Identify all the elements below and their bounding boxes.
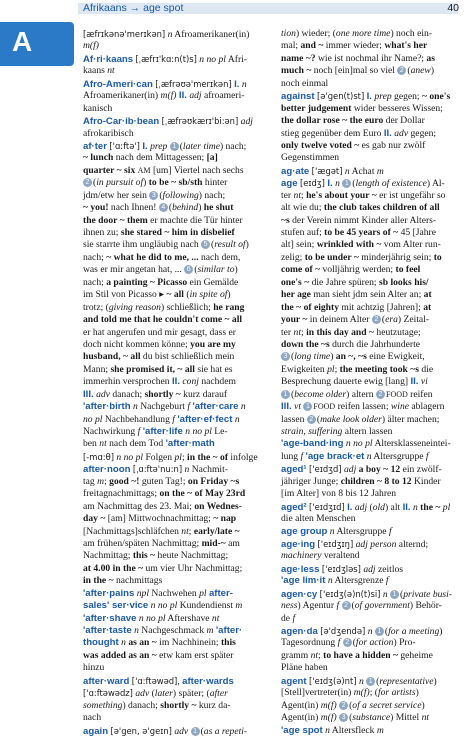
entry-line: thought n as an ~ im Nachhinein; this [83, 637, 236, 649]
entry-line: ter nt; in this day and ~ heutzutage; [281, 326, 421, 338]
entry-line: ben nt nach dem Tod 'after·math [83, 438, 215, 450]
entry-line: in the ~ nachmittags [83, 575, 163, 587]
entry-line: was er mir angetan hat, ... 6 (similar to) [83, 264, 238, 276]
entry-line: m(f) [83, 40, 99, 52]
entry-line: Nachmittag; this ~ heute Nachmittag; [83, 550, 229, 562]
entry-line: again [ə'gen, ə'geɪn] adv 1 (as a repeti- [83, 725, 248, 737]
entry-line: Pläne haben [281, 662, 328, 674]
entry-line: kanisch [83, 102, 113, 114]
entry-line: Agent(in) m(f) 3 (substance) Mittel nt [281, 712, 430, 724]
entry-line: agen·da [ə'dʒendə] n 1 (for a meeting) [281, 626, 443, 637]
entry-line: doch nicht kommen könne; you are my [83, 338, 236, 350]
entry-line: Ewigkeiten pl; the meeting took ~s die [281, 363, 434, 375]
entry-line: no pl Nachbehandlung f 'after·ef·fect n [83, 413, 240, 425]
entry-line: nach [83, 712, 102, 724]
entry-line: Afro-Ameri·can [ˌæfrəʊə'merɪkən] I. n [83, 78, 247, 90]
entry-line: after·ward ['ɑ:ftəwəd], after·wards [83, 675, 234, 687]
entry-line: sales' ser·vice n no pl Kundendienst m [83, 600, 243, 612]
entry-line: [æfrɪkənə'merɪkən] n Afroamerikaner(in) [83, 29, 250, 40]
entry-line: the dollar rose ~ the euro der Dollar [281, 115, 425, 127]
entry-line: 'after·shave n no pl Aftershave nt [83, 612, 220, 624]
entry-line: machinery veraltend [281, 550, 360, 562]
entry-line: III. vt 1 FOOD reifen lassen; wine ablagern [281, 401, 445, 413]
entry-line: 1 (become older) altern 2 FOOD reifen [281, 389, 466, 401]
entry-line: Afro-Car·ib·bean [ˌæfrəʊkærɪ'bi:ən] adj [83, 116, 253, 128]
entry-line: lung f 'age brack·et n Altersgruppe f [281, 450, 429, 462]
entry-line: jähriger Junge; children ~ 8 to 12 Kinder [281, 475, 441, 487]
entry-line: Nachwirkung f 'after·life n no pl Le- [83, 426, 228, 437]
entry-line: im Stil von Picasso ▸ ~ all (in spite of) [83, 289, 231, 301]
entry-line: nach; a painting ~ Picasso ein Gemälde [83, 276, 239, 288]
entry-line: mal; and ~ immer wieder; what's her [281, 40, 428, 52]
entry-line: aged² ['eɪdʒɪd] I. adj (old) alt II. n the ~ pl [281, 501, 451, 513]
entry-line: ag·ate ['ægət] n Achat m [281, 165, 384, 177]
entry-line: ness) Agentur f 2 (of government) Behör- [281, 600, 442, 612]
entry-line: 'after·pains npl Nachwehen pl after- [83, 587, 233, 599]
entry-line: de f [281, 612, 296, 624]
entry-line: Af·ri·kaans [ˌæfrɪ'kɑ:n(t)s] n no pl Afri- [83, 53, 247, 65]
entry-line: 'age-band·ing n no pl Altersklasseneintei- [281, 438, 451, 450]
entry-line: [Nachmittags]schläfchen nt; early/late ~ [83, 525, 240, 537]
section-letter: A [12, 26, 33, 57]
entry-line: alt wie du; the club takes children of all [281, 202, 440, 214]
entry-line: stufen auf; to be 45 years of ~ 45 [Jahre [281, 227, 436, 238]
entry-line: ~s der Verein nimmt Kinder aller Alters- [281, 214, 437, 226]
entry-line: and told me that he couldn't come ~ all [83, 314, 243, 326]
entry-line: aged¹ ['eɪdʒd] adj a boy ~ 12 ein zwölf- [281, 464, 442, 476]
entry-line: noch einmal [281, 77, 329, 89]
entry-line: Agent(in) m(f) 2 (of a secret service) [281, 699, 425, 711]
entry-line: III. adv danach; shortly ~ kurz darauf [83, 388, 228, 400]
entry-line: gramm nt; to have a hidden ~ geheime [281, 649, 433, 661]
entry-line: lassen 2 (make look older) älter machen; [281, 413, 440, 425]
entry-line: age·ing ['eɪdʒɪŋ] adj person alternd; [281, 538, 429, 550]
entry-line: alt] sein; wrinkled with ~ vom Alter run- [281, 239, 441, 251]
entry-line: die alten Menschen [281, 513, 356, 525]
entry-line: kaans nt [83, 65, 115, 77]
entry-line: day ~ [am] Mittwochnachmittag; ~ nap [83, 513, 237, 525]
entry-line: your ~ in deinem Alter 2 (era) Zeital- [281, 314, 430, 326]
entry-line: [-mɑ:θ] n no pl Folgen pl; in the ~ of infolge [83, 451, 258, 463]
entry-line: [Stell]vertreter(in) m(f); (for artists) [281, 687, 419, 699]
entry-line: er hat angerufen und mir gesagt, dass er [83, 326, 236, 338]
entry-line: hinzu [83, 662, 105, 674]
column-left [83, 28, 268, 737]
entry-line: name ~? wie ist nochmal ihr Name?; as [281, 52, 435, 64]
entry-line: jdm/etw her sein 3 (following) nach; [83, 189, 226, 201]
entry-line: come of ~ volljährig werden; to feel [281, 264, 421, 276]
entry-line: was added as an ~ etw kam erst später [83, 649, 234, 661]
entry-line: 'age spot n Altersfleck m [281, 724, 384, 736]
page-number: 40 [447, 2, 459, 14]
entry-line: tion) wieder; (one more time) noch ein- [281, 28, 432, 39]
entry-line: after·noon [ˌɑ:ftə'nu:n] n Nachmit- [83, 464, 228, 476]
entry-line: ihnen zu; she stared ~ him in disbelief [83, 227, 235, 238]
entry-line: sie starrte ihm ungläubig nach 5 (result of) [83, 239, 249, 251]
entry-line: only twelve voted ~ es gab nur zwölf [281, 139, 426, 151]
entry-line: ~ you! nach Ihnen! 4 (behind) he shut [83, 202, 234, 214]
section-letter-tab [0, 22, 74, 66]
entry-line: one's ~ die Jahre spüren; sb looks his/ [281, 276, 429, 288]
entry-line: 'after·birth n Nachgeburt f 'after·care n [83, 401, 246, 413]
entry-line: tag m; good ~! guten Tag!; on Friday ~s [83, 475, 240, 487]
entry-line: trotz; (giving reason) schließlich; he rang [83, 301, 245, 313]
entry-line: [im Alter] von 8 bis 12 Jahren [281, 488, 397, 500]
entry-line: much ~ noch [ein]mal so viel 2 (anew) [281, 65, 435, 77]
entry-line: something) danach; shortly ~ kurz da- [83, 699, 231, 711]
entry-line: agen·cy ['eɪdʒ(ə)n(t)si] n 1 (private busi- [281, 588, 453, 600]
entry-line: ['ɑ:ftəwədz] adv (later) später; (after [83, 688, 228, 700]
page-header [0, 0, 469, 17]
entry-line: am frühen/späten Nachmittag; mid-~ am [83, 537, 240, 549]
entry-line: Besprechung dauerte ewig [lang] II. vi [281, 376, 428, 388]
entry-line: immerhin versprochen II. conj nachdem [83, 376, 236, 388]
entry-line: her age man sieht jdm sein Alter an; at [281, 289, 432, 301]
entry-line: 'after·taste n Nachgeschmack m 'after· [83, 625, 243, 636]
entry-line: better judgement wider besseres Wissen; [281, 102, 443, 114]
entry-line: the door ~ them er machte die Tür hinter [83, 214, 243, 226]
entry-line: 3 (long time) an ~, ~s eine Ewigkeit, [281, 351, 466, 363]
entry-line: ~ lunch nach dem Mittagessen; [a] [83, 152, 218, 164]
entry-line: am Nachmittag des 23. Mai; on Wednes- [83, 500, 242, 512]
entry-line: nach; ~ what he did to me, ... nach dem, [83, 251, 241, 263]
entry-line: age·less ['eɪdʒləs] adj zeitlos [281, 563, 404, 575]
entry-line: the ~ of eighty mit achtzig [Jahren]; at [281, 301, 432, 313]
entry-line: 2 (in pursuit of) to be ~ sb/sth hinter [83, 177, 268, 189]
entry-line: husband, ~ all du bist schließlich mein [83, 351, 235, 363]
column-right [281, 28, 466, 737]
entry-line: against [ə'gen(t)st] I. prep gegen; ~ one's [281, 91, 451, 103]
entry-line: Gegenstimmen [281, 152, 340, 164]
entry-line: strain, suffering altern lassen [281, 426, 393, 437]
entry-line: afrokaribisch [83, 127, 134, 139]
entry-line: Afroamerikaner(in) m(f) II. adj afroameri- [83, 90, 245, 102]
entry-line: quarter ~ six AM [um] Viertel nach sechs [83, 164, 244, 176]
entry-line: zelig; to be under ~ minderjährig sein; to [281, 251, 442, 263]
entry-line: 'age lim·it n Altersgrenze f [281, 575, 389, 587]
entry-line: Mann; she promised it, ~ all sie hat es [83, 363, 233, 375]
running-head: Afrikaans → age spot [83, 2, 184, 14]
entry-line: age group n Altersgruppe f [281, 525, 392, 537]
entry-line: stieg gegenüber dem Euro II. adv gegen; [281, 127, 437, 139]
entry-line: at 4.00 in the ~ um vier Uhr Nachmittag; [83, 562, 243, 574]
entry-line: age [eɪdʒ] I. n 1 (length of existence) Al- [281, 178, 445, 190]
entry-line: af·ter ['ɑ:ftə'] I. prep 1 (later time) nach; [83, 140, 247, 152]
entry-line: agent ['eɪdʒ(ə)nt] n 1 (representative) [281, 675, 437, 687]
entry-line: ter nt; he's about your ~ er ist ungefähr so [281, 189, 446, 201]
entry-line: freitagnachmittags; on the ~ of May 23rd [83, 488, 246, 500]
entry-line: Tagesordnung f 2 (for action) Pro- [281, 637, 416, 649]
entry-line: down the ~s durch die Jahrhunderte [281, 338, 421, 350]
